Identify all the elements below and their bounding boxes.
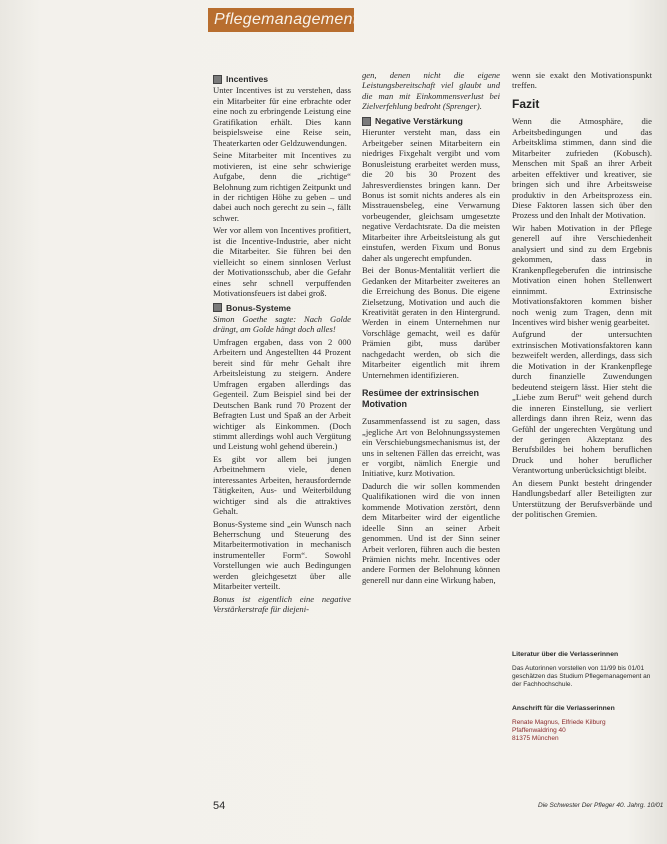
paragraph: Bei der Bonus-Mentalität verliert die Gedanken der Mitarbeiter zweiteres an die Erreichung des Bonus. Die eigene Zielsetzung, Motivation und auch die Kreativität geraten in den Hintergrund. Werden in einem Unternehmen nur Vorschläge gemacht, weil es dafür Prämien gibt, muss darüber nachgedacht werden, ob sich die Mitarbeiter eigentlich mit ihrem Unternehmen identifizieren. — [362, 265, 500, 380]
column-2 — [362, 70, 500, 587]
paragraph: Zusammenfassend ist zu sagen, dass „jegliche Art von Belohnungssystemen ein Verschiebungsmechanismus ist, der uns in seltenen Fällen das erreicht, was er vorgibt, nämlich Energie und Initiative, kurz Motivation. — [362, 416, 500, 479]
column-1 — [213, 70, 351, 617]
journal-footer: Die Schwester Der Pfleger 40. Jahrg. 10/01 — [538, 802, 664, 809]
subheading — [213, 74, 351, 84]
subheading-text: Bonus-Systeme — [226, 302, 291, 313]
subheading — [362, 116, 500, 126]
literature-text: Das Autorinnen vorstellen von 11/99 bis 01/01 geschätzen das Studium Pflegemanagement an der Fachhochschule. — [512, 665, 651, 688]
paragraph: Unter Incentives ist zu verstehen, dass ein Mitarbeiter für eine erbrachte oder eine noch zu erbringende Leistung eine Gratifikation erhält. Dies kann beispielsweise eine Reise sein, Theaterkarten oder Geldzuwendungen. — [213, 85, 351, 148]
literature-heading: Literatur über die Verlasserinnen — [512, 651, 619, 658]
paragraph: Bonus-Systeme sind „ein Wunsch nach Beherrschung und Steuerung des Mitarbeitermotivation in mechanisch instrumenteller Form“. Sowohl Vorstellungen wie auch Bedingungen werden gleichgesetzt über alle Mitarbeiter verteilt. — [213, 518, 351, 592]
address-heading: Anschrift für die Verlasserinnen — [512, 705, 615, 712]
paragraph: Hierunter versteht man, dass ein Arbeitgeber seinen Mitarbeitern ein niedriges Fixgehalt vergibt und vom Bonusleistung erarbeitet werden muss, die 20 bis 30 Prozent des Jahresverdienstes bringen kann. Der Bonus ist somit nichts anderes als ein Misstrauensbeleg, eine Verwarnung vorbeugender, gleichsam umgesetzte negative Verdachtsrate. Da die meisten Mitarbeiter ihre Arbeitsleistung als gut einstufen, werden Fixum und Bonus daher als ungerecht empfunden. — [362, 127, 500, 263]
section-title: Pflegemanagement — [214, 11, 358, 28]
subheading — [213, 303, 351, 313]
paragraph: Wer vor allem von Incentives profitiert, ist die Incentive-Industrie, aber nicht die Mitarbeiter. Sie führen bei den vielleicht so einem sinnlosen Verlust der Motivationsschub, aber die Gefahr eines sehr schnell verpuffenden Motivationsfeuers ist dabei groß. — [213, 225, 351, 299]
subheading-text: Negative Verstärkung — [375, 115, 463, 126]
address-line: Renate Magnus, Elfriede Kilburg — [512, 719, 606, 726]
paragraph: Wenn die Atmosphäre, die Arbeitsbedingungen und das Arbeitsklima stimmen, dann sind die Mitarbeiter zufrieden (Kobusch). Menschen mit Spaß an ihrer Arbeit arbeiten effektiver und kreativer, sie bringen sich und ihre Arbeitsweise produktiv in den Arbeitsprozess ein. Diese Faktoren lassen sich über den Prozess und den Inhalt der Motivation. — [512, 116, 652, 221]
paragraph: Seine Mitarbeiter mit Incentives zu motivieren, ist eine sehr schwierige Aufgabe, denn die „richtige“ Belohnung zum richtigen Zeitpunkt und in der richtigen Höhe zu geben – und dabei auch noch gerecht zu sein –, fällt schwer. — [213, 150, 351, 223]
subheading-text: Incentives — [226, 74, 269, 84]
address-line: 81375 München — [512, 735, 559, 742]
paragraph: wenn sie exakt den Motivationspunkt treffen. — [512, 70, 652, 91]
paragraph: Es gibt vor allem bei jungen Arbeitnehmern viele, denen interessantes Arbeiten, herausfordernde Tätigkeiten, Aus- und Weiterbildung wichtiger sind als die attraktives Gehalt. — [213, 453, 351, 517]
fazit-heading: Fazit — [512, 96, 540, 111]
paragraph: Wir haben Motivation in der Pflege generell auf ihre Verschiedenheit analysiert und sind zu dem Ergebnis gekommen, dass in Krankenpflegeberufen die intrinsische Motivation einen hohen Stellenwert einnimmt. Extrinsische Motivationsfaktoren kommen bisher noch wenig zum Tragen, denn mit Incentives wird bisher wenig gearbeitet. — [512, 222, 652, 327]
square-bullet-icon — [213, 303, 222, 312]
column-3 — [512, 70, 652, 522]
literature-box — [512, 651, 652, 689]
section-banner — [208, 8, 358, 32]
paragraph: An diesem Punkt besteht dringender Handlungsbedarf aller Beteiligten zur Unterstützung der Berufsverbände und der politischen Gremien. — [512, 477, 652, 520]
square-bullet-icon — [213, 75, 222, 84]
paragraph: gen, denen nicht die eigene Leistungsbereitschaft viel glaubt und die man mit Einkommensverlust bei Zielverfehlung bedroht (Sprenger). — [362, 70, 500, 112]
paragraph: Dadurch die wir sollen kommenden Qualifikationen wird die von innen kommende Motivation zerstört, denn dem Mitarbeiter wird der eigentliche ideelle Sinn an seiner Arbeit genommen. Und ist der Sinn seiner Arbeit verloren, führen auch die besten Prämien nichts mehr. Incentives oder andere Formen der Belohnung können generell nur dann eine Wirkung haben, — [362, 480, 500, 585]
square-bullet-icon — [362, 117, 371, 126]
section-heading: Resümee der extrinsischen Motivation — [362, 388, 480, 410]
paragraph: Simon Goethe sagte: Nach Golde drängt, am Golde hängt doch alles! — [213, 313, 351, 335]
paragraph: Umfragen ergaben, dass von 2 000 Arbeitern und Angestellten 44 Prozent bereit sind für mehr Gehalt ihre Arbeitsleistung zu steigern. Andere Umfragen ergaben allerdings das Gegenteil. Zum Beispiel sind bei der Deutschen Bank rund 70 Prozent der Befragten Lust und Spaß an der Arbeit wichtiger als Einkommen. (Doch stimmt allerdings wohl auch Vergütung und Leistung wohl gehend überein.) — [213, 336, 351, 452]
address-box — [512, 705, 652, 743]
paragraph: Aufgrund der untersuchten extrinsischen Motivationsfaktoren kann bezweifelt werden, allerdings, dass sich die Motivation in der Krankenpflege durch finanzielle Zuwendungen bedeutend steigern lässt. Hier steht die „Liebe zum Beruf“ weit gehend durch die inneren Einstellung, sie verliert allerdings dann ihren Reiz, wenn das Gefühl der ungerechten Vergütung und der geringen Akzeptanz des Berufsbildes bei hohem beruflichen Druck und hoher beruflicher Verantwortung unberücksichtigt bleibt. — [512, 329, 652, 476]
paragraph: Bonus ist eigentlich eine negative Verstärkerstrafe für diejeni- — [213, 593, 351, 615]
page-number: 54 — [213, 800, 226, 812]
address-line: Pfaffenwaldring 40 — [512, 727, 566, 734]
